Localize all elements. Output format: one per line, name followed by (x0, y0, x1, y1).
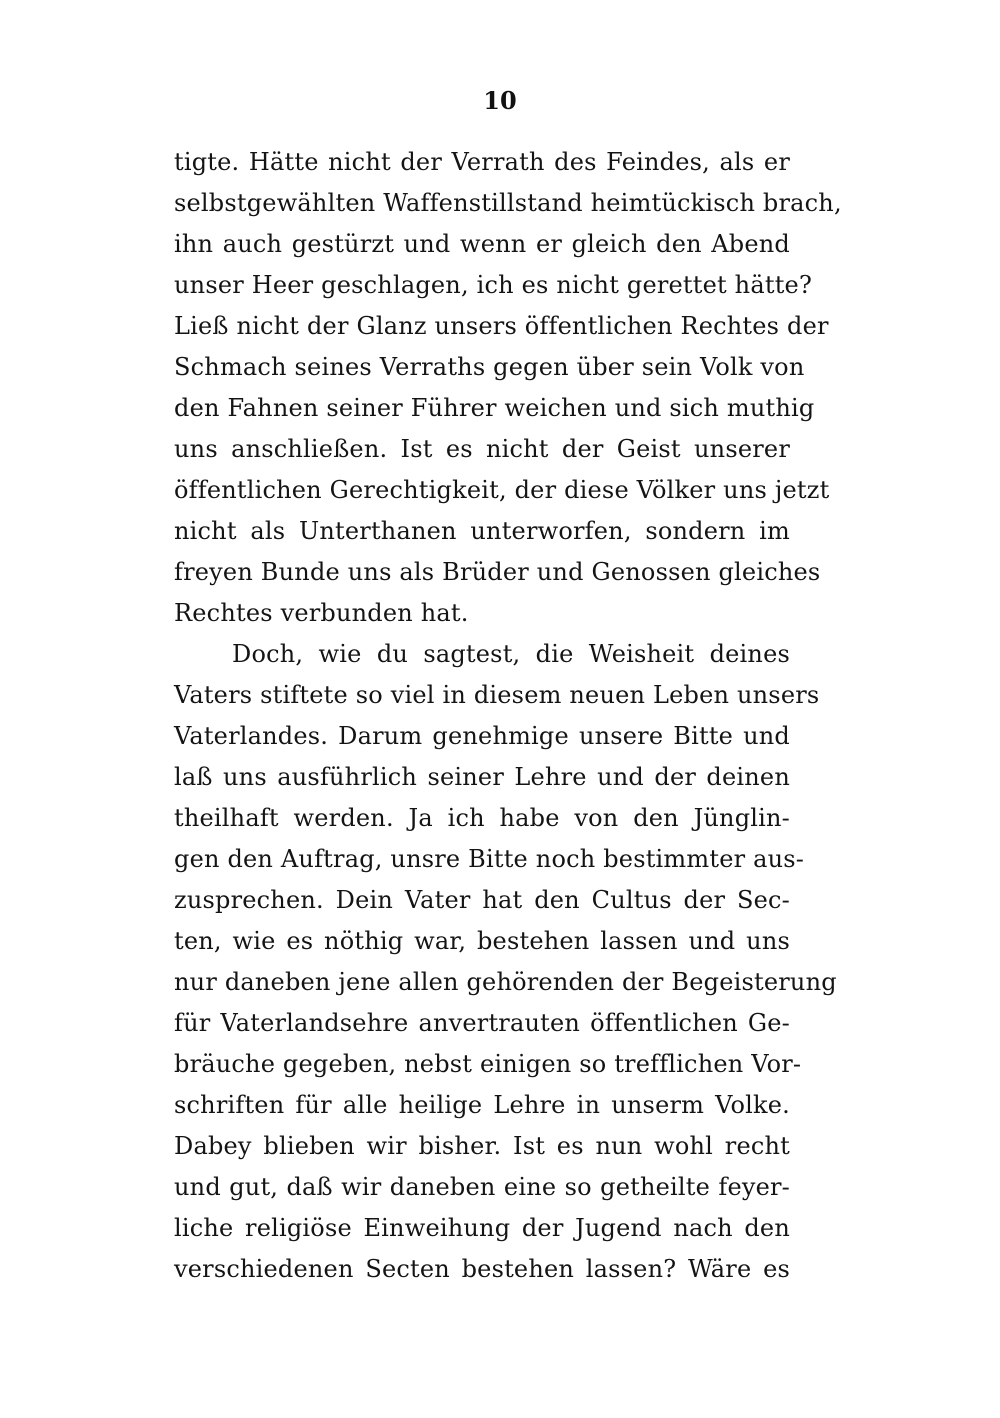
text-line: tigte. Hätte nicht der Verrath des Feindes, als er (174, 148, 790, 176)
text-line: für Vaterlandsehre anvertrauten öffentlichen Ge- (174, 1009, 790, 1037)
text-line: laß uns ausführlich seiner Lehre und der deinen (174, 763, 790, 791)
text-line: schriften für alle heilige Lehre in unserm Volke. (174, 1091, 790, 1119)
text-line: freyen Bunde uns als Brüder und Genossen gleiches (174, 558, 821, 586)
page-number: 10 (483, 86, 517, 115)
text-line: den Fahnen seiner Führer weichen und sich muthig (174, 394, 815, 422)
text-line: ten, wie es nöthig war, bestehen lassen und uns (174, 927, 790, 955)
text-line: uns anschließen. Ist es nicht der Geist unserer (174, 435, 790, 463)
text-line: Ließ nicht der Glanz unsers öffentlichen Rechtes der (174, 312, 829, 340)
text-line: liche religiöse Einweihung der Jugend nach den (174, 1214, 790, 1242)
text-line: gen den Auftrag, unsre Bitte noch bestimmter aus- (174, 845, 805, 873)
text-line: nicht als Unterthanen unterworfen, sondern im (174, 517, 790, 545)
text-line: bräuche gegeben, nebst einigen so trefflichen Vor- (174, 1050, 802, 1078)
text-line: öffentlichen Gerechtigkeit, der diese Völker uns jetzt (174, 476, 830, 504)
text-line: Vaterlandes. Darum genehmige unsere Bitte und (174, 722, 790, 750)
text-line: verschiedenen Secten bestehen lassen? Wäre es (174, 1255, 790, 1283)
text-line: theilhaft werden. Ja ich habe von den Jünglin- (174, 804, 790, 832)
text-line: nur daneben jene allen gehörenden der Begeisterung (174, 968, 837, 996)
text-line: zusprechen. Dein Vater hat den Cultus der Sec- (174, 886, 790, 914)
text-line: Vaters stiftete so viel in diesem neuen Leben unsers (174, 681, 820, 709)
text-line: Schmach seines Verraths gegen über sein Volk von (174, 353, 805, 381)
text-line-paragraph-start: Doch, wie du sagtest, die Weisheit deines (232, 640, 790, 668)
text-line: und gut, daß wir daneben eine so getheilte feyer- (174, 1173, 790, 1201)
text-line: Rechtes verbunden hat. (174, 599, 469, 627)
text-line: unser Heer geschlagen, ich es nicht gerettet hätte? (174, 271, 813, 299)
body-text (174, 142, 842, 1290)
text-line: ihn auch gestürzt und wenn er gleich den Abend (174, 230, 790, 258)
text-line: selbstgewählten Waffenstillstand heimtückisch brach, (174, 189, 842, 217)
text-line: Dabey blieben wir bisher. Ist es nun wohl recht (174, 1132, 790, 1160)
